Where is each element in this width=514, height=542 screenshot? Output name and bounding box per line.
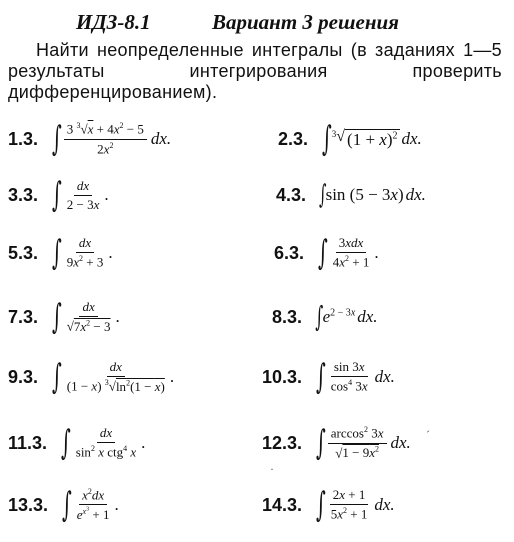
problem-12 <box>262 418 411 468</box>
integral-expression: ∫ $\frac{\arccos^2 3x}{√1 - 9x^2}$ dx. <box>316 423 411 463</box>
problem-number: 3.3. <box>8 184 39 205</box>
integral-expression: ∫ $\frac{x^2dx}{e^{x^3} + 1}$ . <box>62 485 119 525</box>
problem-13 <box>8 480 119 530</box>
problem-number: 11.3. <box>8 432 48 453</box>
integral-expression: ∫ $\frac{\sin 3x}{\cos^4 3x}$ dx. <box>316 356 395 397</box>
problem-8 <box>272 292 378 342</box>
task-text: Найти неопределенные интегралы (в заданиях 1—5 результаты интегрирования проверить дифференцированием). <box>8 40 502 102</box>
problem-number: 8.3. <box>272 306 303 327</box>
integral-expression: ∫ $\frac{dx}{9x^2 + 3}$ . <box>52 232 113 273</box>
problem-6 <box>274 228 379 278</box>
integral-expression: ∫ $e^{2 - 3x}$ dx. <box>315 300 378 333</box>
stray-mark: ´ <box>426 428 430 442</box>
integral-expression: ∫ $\frac{2x + 1}{5x^2 + 1}$ dx. <box>316 484 395 525</box>
problem-number: 14.3. <box>262 494 303 515</box>
doc-code: ИДЗ-8.1 <box>76 10 151 34</box>
problem-number: 4.3. <box>276 184 307 205</box>
integral-expression: ∫ sin (5 − 3x) dx. <box>319 180 426 210</box>
stray-dot: · <box>270 462 274 476</box>
problem-number: 10.3. <box>262 366 303 387</box>
problem-7 <box>8 292 120 342</box>
problem-number: 12.3. <box>262 432 303 453</box>
problem-5 <box>8 228 113 278</box>
problem-number: 1.3. <box>8 128 39 149</box>
problem-9 <box>8 352 174 402</box>
integral-expression: ∫ $\frac{dx}{2 - 3x}$ . <box>52 175 109 215</box>
problem-10 <box>262 352 395 402</box>
problem-4 <box>276 170 426 220</box>
problem-number: 6.3. <box>274 242 305 263</box>
problem-14 <box>262 480 395 530</box>
problem-11 <box>8 418 145 468</box>
header <box>0 8 514 36</box>
problem-2 <box>278 114 422 164</box>
integral-expression: ∫ $\frac{\text{3xdx}}{4x^2 + 1}$ . <box>318 232 379 273</box>
integral-expression: ∫ $\frac{dx}{√7x^2 - 3}$ . <box>52 296 120 337</box>
problem-number: 9.3. <box>8 366 39 387</box>
problem-number: 5.3. <box>8 242 39 263</box>
integral-expression: ∫ $\frac{dx}{(1 - x) ^3√\ln^2(1 - x)}$ . <box>52 356 175 397</box>
problem-number: 7.3. <box>8 306 39 327</box>
problem-3 <box>8 170 109 220</box>
problem-number: 2.3. <box>278 128 309 149</box>
problem-number: 13.3. <box>8 494 49 515</box>
integral-expression: ∫ 3 √ $(1 + x)^2$ dx. <box>322 119 422 159</box>
integral-expression: ∫ $\frac{dx}{\sin^2 x ctg^4 x}$ . <box>61 422 146 463</box>
doc-title: Вариант 3 решения <box>212 10 399 34</box>
problem-1 <box>8 114 171 164</box>
integral-expression: ∫ $\frac{3 ^3√x + 4x^2 - 5}{2x^2}$ dx. <box>52 119 172 159</box>
